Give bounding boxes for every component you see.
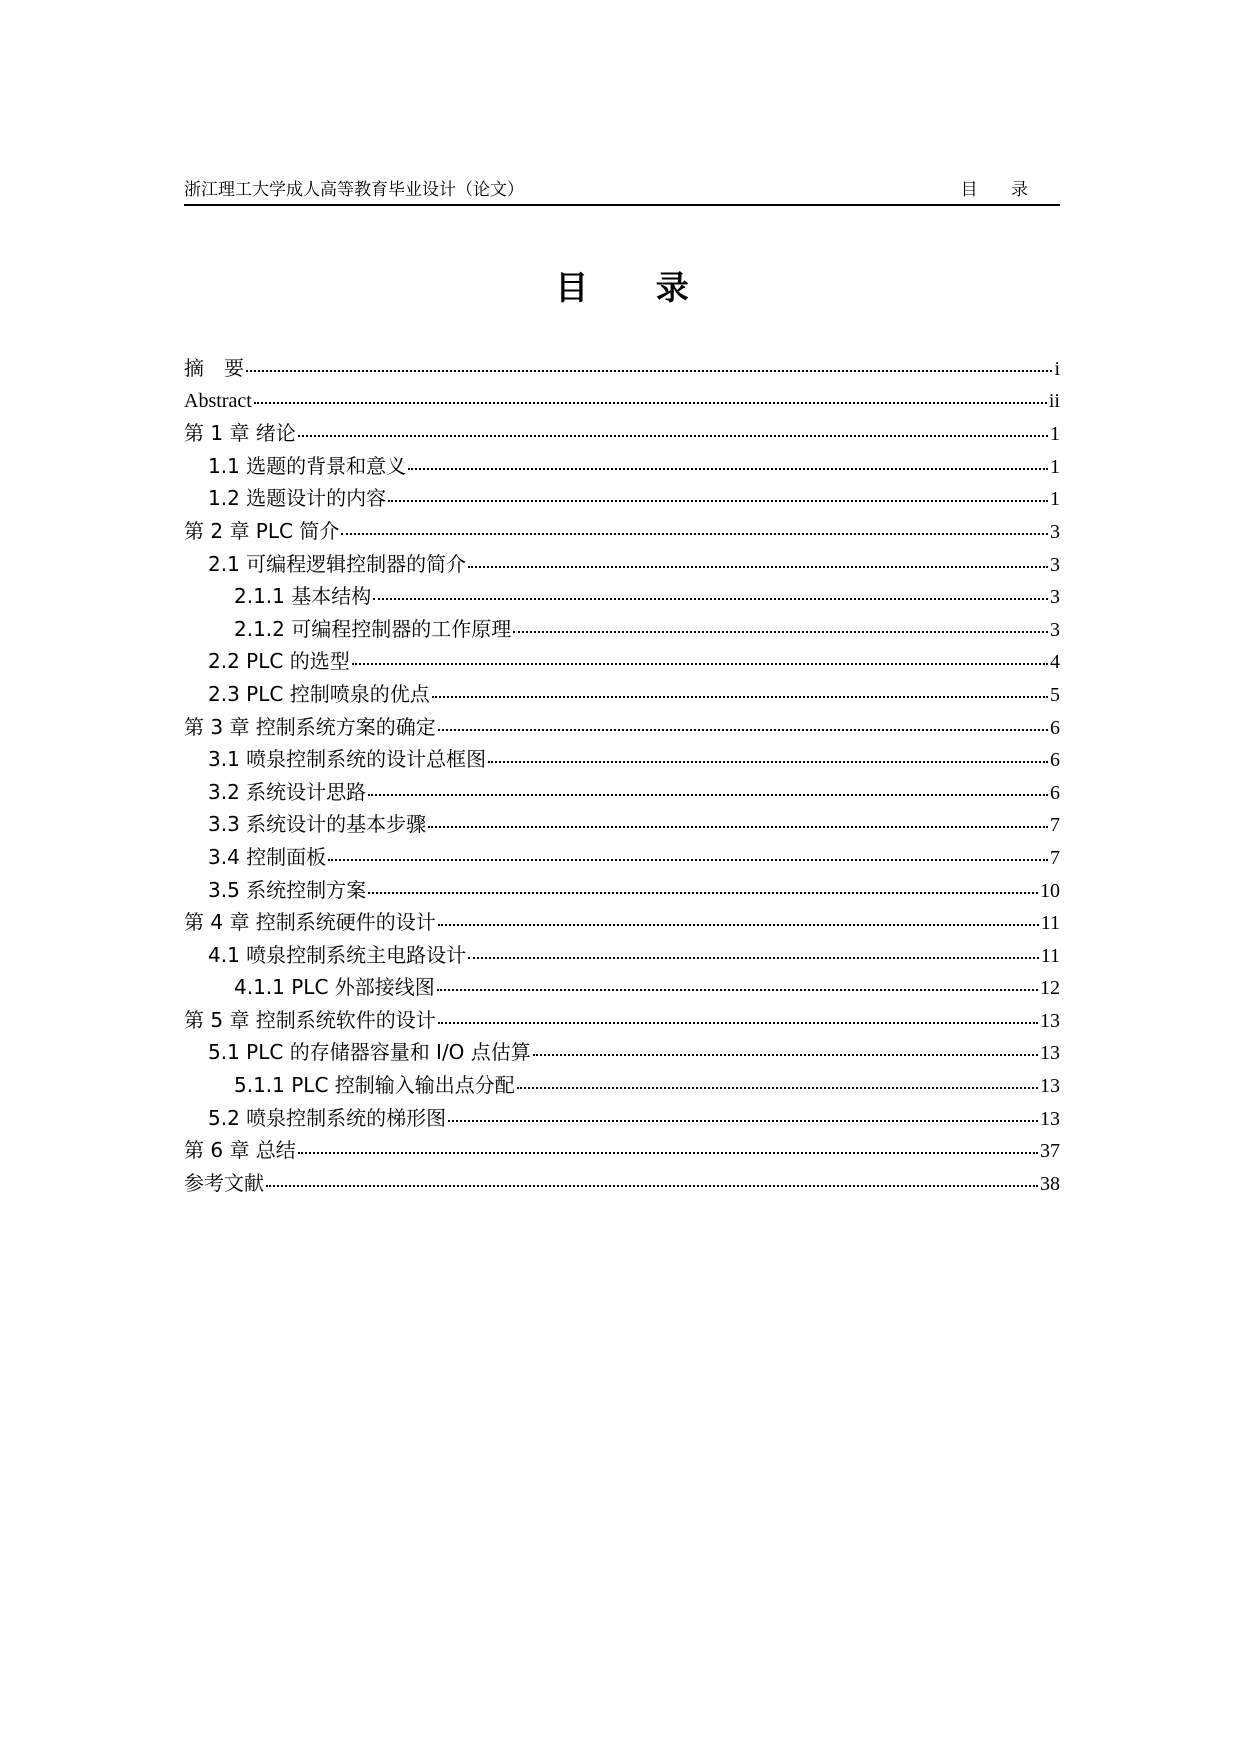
toc-entry-page: 5 xyxy=(1050,683,1060,706)
toc-entry-label: 第 1 章 绪论 xyxy=(184,421,296,446)
dot-leader xyxy=(437,988,1038,991)
dot-leader xyxy=(298,434,1048,437)
toc-entry-page: 6 xyxy=(1050,781,1060,804)
toc-entry-label: Abstract xyxy=(184,389,252,412)
toc-entry xyxy=(184,808,1060,841)
toc-entry-page: 37 xyxy=(1040,1140,1060,1163)
toc-entry-label: 第 4 章 控制系统硬件的设计 xyxy=(184,910,436,935)
toc-entry-label: 3.3 系统设计的基本步骤 xyxy=(208,812,427,837)
dot-leader xyxy=(517,1086,1038,1089)
toc-entry-page: 7 xyxy=(1050,814,1060,837)
toc-entry-page: 12 xyxy=(1040,977,1060,1000)
toc-entry xyxy=(184,1102,1060,1135)
toc-entry-label: 第 3 章 控制系统方案的确定 xyxy=(184,714,436,739)
toc-entry-label: 5.2 喷泉控制系统的梯形图 xyxy=(208,1105,447,1130)
toc-entry-label: 2.1 可编程逻辑控制器的简介 xyxy=(208,551,467,576)
dot-leader xyxy=(266,1184,1038,1187)
dot-leader xyxy=(341,532,1048,535)
toc-entry-page: 13 xyxy=(1040,1009,1060,1032)
toc-entry-page: 11 xyxy=(1040,912,1060,935)
toc-entry xyxy=(184,580,1060,613)
toc-entry xyxy=(184,678,1060,711)
table-of-contents xyxy=(184,352,1060,1199)
toc-entry xyxy=(184,939,1060,972)
toc-entry xyxy=(184,776,1060,809)
dot-leader xyxy=(468,565,1048,568)
toc-entry-page: 3 xyxy=(1050,586,1060,609)
toc-entry xyxy=(184,548,1060,581)
dot-leader xyxy=(468,956,1039,959)
toc-entry-label: 第 2 章 PLC 简介 xyxy=(184,518,340,543)
dot-leader xyxy=(428,825,1048,828)
toc-entry-page: 1 xyxy=(1050,488,1060,511)
toc-entry xyxy=(184,352,1060,385)
toc-entry xyxy=(184,385,1060,418)
dot-leader xyxy=(373,597,1048,600)
toc-entry xyxy=(184,515,1060,548)
toc-entry-page: 13 xyxy=(1040,1107,1060,1130)
dot-leader xyxy=(368,891,1038,894)
toc-entry xyxy=(184,450,1060,483)
toc-entry xyxy=(184,1069,1060,1102)
toc-entry-label: 2.2 PLC 的选型 xyxy=(208,649,350,674)
toc-entry xyxy=(184,971,1060,1004)
toc-entry-label: 4.1.1 PLC 外部接线图 xyxy=(234,975,435,1000)
dot-leader xyxy=(328,858,1048,861)
dot-leader xyxy=(254,401,1047,404)
toc-entry-page: 10 xyxy=(1040,879,1060,902)
toc-entry xyxy=(184,1167,1060,1200)
toc-entry xyxy=(184,613,1060,646)
dot-leader xyxy=(388,499,1048,502)
toc-entry xyxy=(184,1004,1060,1037)
toc-entry-label: 3.1 喷泉控制系统的设计总框图 xyxy=(208,747,487,772)
page-title: 目 录 xyxy=(555,268,717,307)
toc-entry-page: 3 xyxy=(1050,553,1060,576)
toc-entry-label: 3.5 系统控制方案 xyxy=(208,877,367,902)
toc-entry-label: 2.3 PLC 控制喷泉的优点 xyxy=(208,681,430,706)
toc-entry-label: 1.2 选题设计的内容 xyxy=(208,486,387,511)
toc-entry-label: 2.1.1 基本结构 xyxy=(234,584,372,609)
toc-entry xyxy=(184,711,1060,744)
toc-entry-page: 13 xyxy=(1040,1075,1060,1098)
toc-entry xyxy=(184,874,1060,907)
toc-entry xyxy=(184,1134,1060,1167)
toc-entry-label: 1.1 选题的背景和意义 xyxy=(208,453,407,478)
dot-leader xyxy=(533,1053,1038,1056)
toc-entry-page: 11 xyxy=(1040,944,1060,967)
dot-leader xyxy=(513,630,1048,633)
dot-leader xyxy=(298,1151,1038,1154)
toc-entry-label: 2.1.2 可编程控制器的工作原理 xyxy=(234,616,512,641)
header-document-title: 浙江理工大学成人高等教育毕业设计（论文） xyxy=(184,180,524,200)
toc-entry-label: 5.1 PLC 的存储器容量和 I/O 点估算 xyxy=(208,1040,531,1065)
toc-entry xyxy=(184,645,1060,678)
toc-entry-label: 4.1 喷泉控制系统主电路设计 xyxy=(208,942,467,967)
dot-leader xyxy=(488,760,1048,763)
toc-entry-page: 7 xyxy=(1050,846,1060,869)
toc-entry xyxy=(184,482,1060,515)
toc-entry xyxy=(184,841,1060,874)
dot-leader xyxy=(246,369,1052,372)
toc-entry-label: 3.4 控制面板 xyxy=(208,844,327,869)
toc-entry xyxy=(184,906,1060,939)
toc-entry-page: i xyxy=(1054,358,1060,380)
toc-entry-label: 3.2 系统设计思路 xyxy=(208,779,367,804)
dot-leader xyxy=(438,728,1048,731)
toc-entry-page: 38 xyxy=(1040,1172,1060,1195)
toc-entry-page: 1 xyxy=(1050,423,1060,446)
running-header xyxy=(184,176,1060,206)
dot-leader xyxy=(438,1021,1038,1024)
toc-entry-label: 摘 要 xyxy=(184,356,244,380)
toc-entry-page: 6 xyxy=(1050,716,1060,739)
dot-leader xyxy=(408,467,1048,470)
dot-leader xyxy=(352,662,1048,665)
toc-entry-page: 4 xyxy=(1050,651,1060,674)
toc-entry xyxy=(184,417,1060,450)
toc-entry-label: 第 5 章 控制系统软件的设计 xyxy=(184,1007,436,1032)
toc-entry-page: 3 xyxy=(1050,520,1060,543)
toc-entry-label: 参考文献 xyxy=(184,1170,264,1195)
toc-entry-label: 第 6 章 总结 xyxy=(184,1138,296,1163)
toc-entry-page: ii xyxy=(1048,389,1060,412)
toc-entry-page: 3 xyxy=(1050,618,1060,641)
toc-entry-page: 1 xyxy=(1050,455,1060,478)
toc-entry-page: 6 xyxy=(1050,749,1060,772)
toc-entry xyxy=(184,1036,1060,1069)
dot-leader xyxy=(368,793,1048,796)
toc-entry-page: 13 xyxy=(1040,1042,1060,1065)
dot-leader xyxy=(448,1119,1038,1122)
toc-entry xyxy=(184,743,1060,776)
header-section-title: 目 录 xyxy=(960,180,1042,200)
dot-leader xyxy=(438,923,1039,926)
dot-leader xyxy=(432,695,1048,698)
toc-entry-label: 5.1.1 PLC 控制输入输出点分配 xyxy=(234,1073,515,1098)
